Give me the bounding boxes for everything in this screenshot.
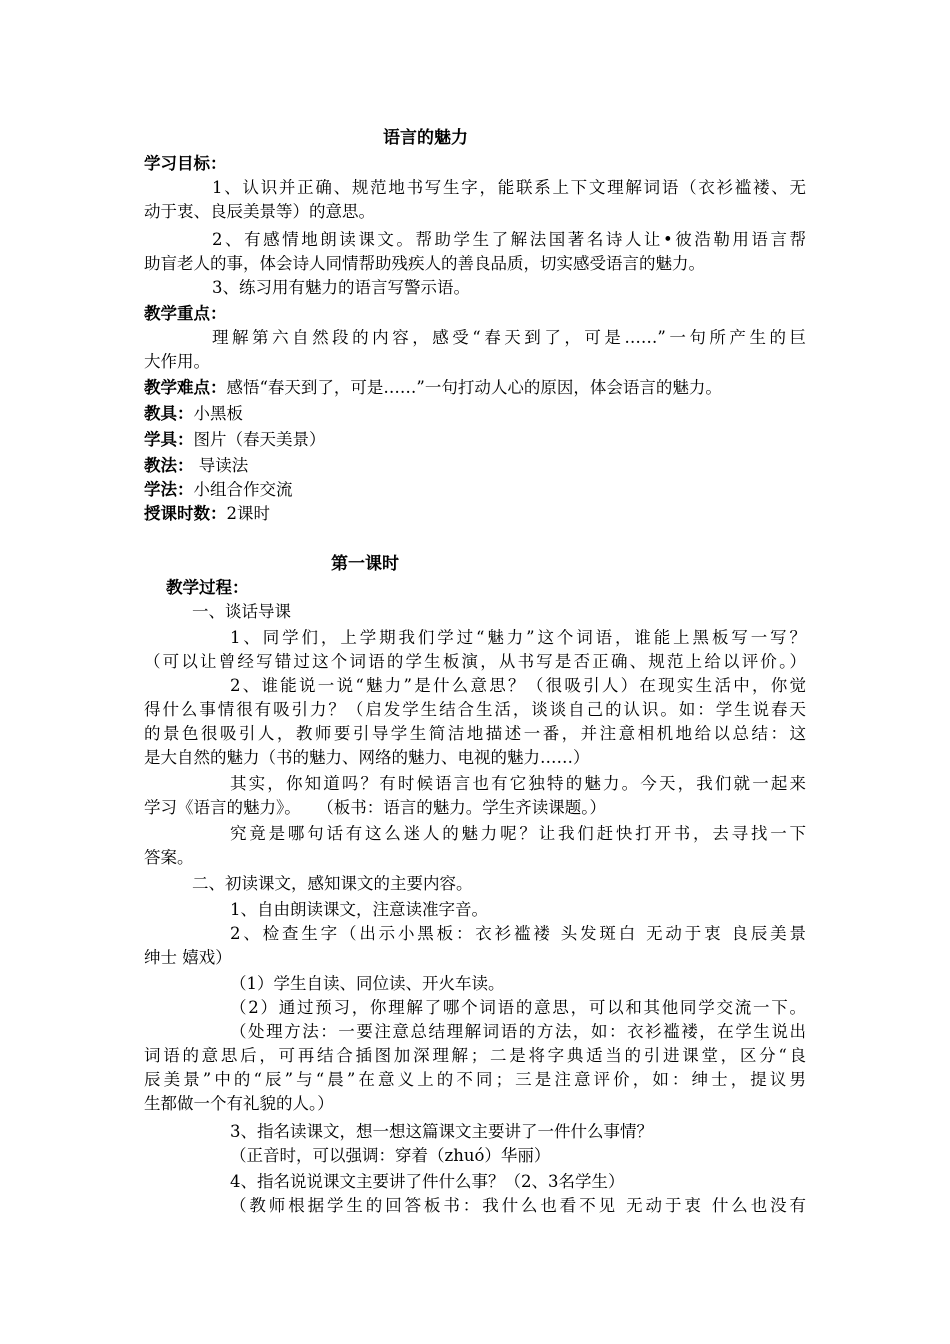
s2-p5-line2: 词语的意思后，可再结合插图加深理解；二是将字典适当的引进课堂，区分“良 [144,1046,806,1065]
s1-p1-line1: 1、同学们，上学期我们学过“魅力”这个词语，谁能上黑板写一写？ [230,628,806,647]
s2-p3: （1）学生自读、同位读、开火车读。 [230,974,505,993]
s1-p2-line1: 2、谁能说一说“魅力”是什么意思？（很吸引人）在现实生活中，你觉 [230,676,806,695]
hours-label: 授课时数： [144,504,227,523]
s2-p9: （教师根据学生的回答板书：我什么也看不见 无动于衷 什么也没有 [230,1196,806,1215]
hours-text: 2课时 [226,504,270,523]
s2-p5-line1: （处理方法：一要注意总结理解词语的方法，如：衣衫褴褛，在学生说出 [230,1022,806,1041]
difficulty-label: 教学难点： [144,378,227,397]
method-text: 导读法 [193,456,249,475]
method-label: 教法： [144,456,194,475]
student-tools-label: 学具： [144,430,194,449]
s2-p1: 1、自由朗读课文，注意读准字音。 [230,900,488,919]
objective-1-line1: 1、认识并正确、规范地书写生字，能联系上下文理解词语（衣衫褴褛、无 [212,178,806,197]
s1-p4-line2: 答案。 [144,848,194,867]
hours-row [144,502,270,526]
document-title: 语言的魅力 [383,128,468,148]
objective-2-line1: 2、有感情地朗读课文。帮助学生了解法国著名诗人让•彼浩勒用语言帮 [212,230,806,249]
s2-p2-line2: 绅士 嬉戏） [144,948,232,967]
method-row [144,454,248,478]
s2-p6: 3、指名读课文，想一想这篇课文主要讲了一件什么事情？ [230,1122,653,1141]
difficulty-text: 感悟“春天到了，可是……”一句打动人心的原因，体会语言的魅力。 [226,378,722,397]
section-2-heading: 二、初读课文，感知课文的主要内容。 [192,874,473,893]
key-heading: 教学重点： [144,304,227,323]
s1-p3-line2: 学习《语言的魅力》。 （板书：语言的魅力。学生齐读课题。） [144,798,606,817]
s1-p2-line2: 得什么事情很有吸引力？（启发学生结合生活，谈谈自己的认识。如：学生说春天 [144,700,806,719]
learning-text: 小组合作交流 [193,480,293,499]
tools-text: 小黑板 [193,404,243,423]
s1-p2-line4: 是大自然的魅力（书的魅力、网络的魅力、电视的魅力……） [144,748,590,767]
key-line1: 理解第六自然段的内容，感受“春天到了，可是……”一句所产生的巨 [212,328,806,347]
s2-p4: （2）通过预习，你理解了哪个词语的意思，可以和其他同学交流一下。 [230,998,806,1017]
key-line2: 大作用。 [144,352,210,371]
s2-p8: 4、指名说说课文主要讲了件什么事？（2、3名学生） [230,1172,625,1191]
objective-1-line2: 动于衷、良辰美景等）的意思。 [144,202,375,221]
s1-p4-line1: 究竟是哪句话有这么迷人的魅力呢？让我们赶快打开书，去寻找一下 [230,824,806,843]
tools-row [144,402,243,426]
s2-p7: （正音时，可以强调：穿着（zhuó）华丽） [230,1146,551,1165]
student-tools-row [144,428,326,452]
s2-p5-line3: 辰美景”中的“辰”与“晨”在意义上的不同；三是注意评价，如：绅士，提议男 [144,1070,806,1089]
objective-3: 3、练习用有魅力的语言写警示语。 [212,278,470,297]
lesson-heading: 第一课时 [331,554,399,574]
section-1-heading: 一、谈话导课 [192,602,291,621]
s2-p2-line1: 2、检查生字（出示小黑板：衣衫褴褛 头发斑白 无动于衷 良辰美景 [230,924,806,943]
learning-label: 学法： [144,480,194,499]
process-heading: 教学过程： [166,578,249,597]
s1-p2-line3: 的景色很吸引人，教师要引导学生简洁地描述一番，并注意相机地给以总结：这 [144,724,806,743]
tools-label: 教具： [144,404,194,423]
s1-p3-line1: 其实，你知道吗？有时候语言也有它独特的魅力。今天，我们就一起来 [230,774,806,793]
objective-2-line2: 助盲老人的事，体会诗人同情帮助残疾人的善良品质，切实感受语言的魅力。 [144,254,705,273]
s1-p1-line2: （可以让曾经写错过这个词语的学生板演，从书写是否正确、规范上给以评价。） [144,652,806,671]
difficulty-row [144,376,722,400]
learning-row [144,478,293,502]
objectives-heading: 学习目标： [144,154,227,173]
student-tools-text: 图片（春天美景） [193,430,326,449]
s2-p5-line4: 生都做一个有礼貌的人。） [144,1094,334,1113]
